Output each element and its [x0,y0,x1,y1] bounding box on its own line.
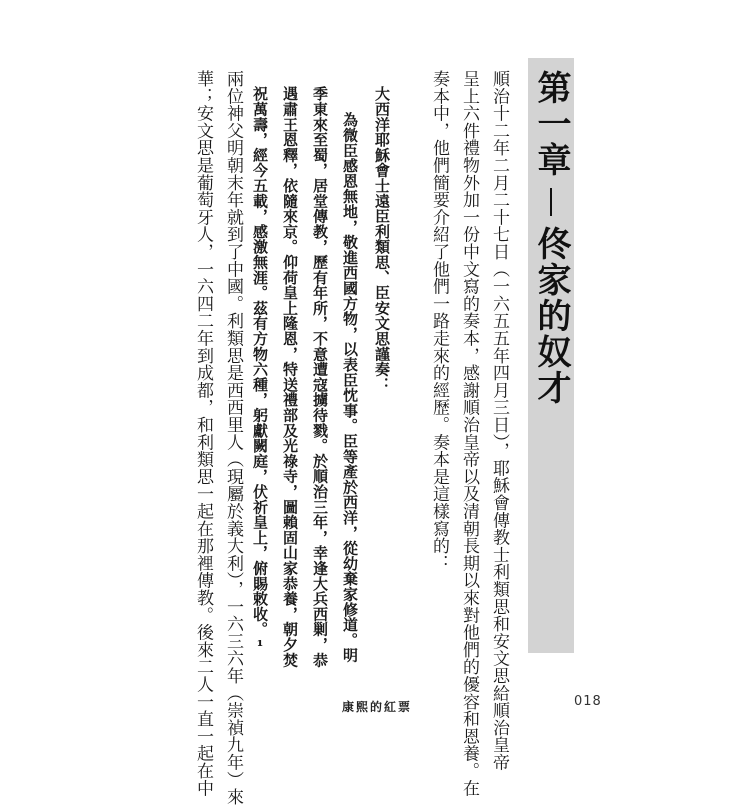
page-number: 018 [574,694,602,709]
chapter-heading [528,70,574,406]
body-column-4: 兩位神父明朝末年就到了中國。利類思是西西里人（現屬於義大利），一六三六年（崇禎九年）來 [223,70,243,805]
body-column-1: 順治十二年二月二十七日（一六五五年四月三日），耶穌會傳教士利類思和安文思給順治皇帝 [489,70,509,771]
quote-column-2: 為微臣感恩無地，敬進西國方物，以表臣忱事。臣等產於西洋，從幼棄家修道。明 [341,112,359,663]
body-column-3: 奏本中，他們簡要介紹了他們一路走來的經歷。奏本是這樣寫的： [429,70,449,572]
body-column-2: 呈上六件禮物外加一份中文寫的奏本，感謝順治皇帝以及清朝長期以來對他們的優容和恩養。在 [459,70,479,797]
body-column-5: 華；安文思是葡萄牙人，一六四二年到成都，和利類思一起在那裡傳教。後來二人一直一起在中 [193,70,213,797]
quote-column-5: 祝萬壽，經今五載，感激無涯。茲有方物六種，躬獻闕庭，伏祈皇上，俯賜敕收。¹ [251,86,269,656]
chapter-label: 第一章 [531,70,571,178]
quote-column-4: 遇肅王恩釋，依隨來京。仰荷皇上隆恩，特送禮部及光祿寺，圖賴固山家恭養，朝夕焚 [281,86,299,668]
chapter-divider [550,188,552,216]
running-footer-book-title: 康熙的紅票 [342,700,413,714]
chapter-title: 佟家的奴才 [531,226,571,406]
quote-column-1: 大西洋耶穌會士遠臣利類思、臣安文思謹奏： [373,86,391,392]
quote-column-3: 季東來至蜀，居堂傳教，歷有年所，不意遭寇擄待戮。於順治三年，幸逢大兵西剿，恭 [311,86,329,668]
